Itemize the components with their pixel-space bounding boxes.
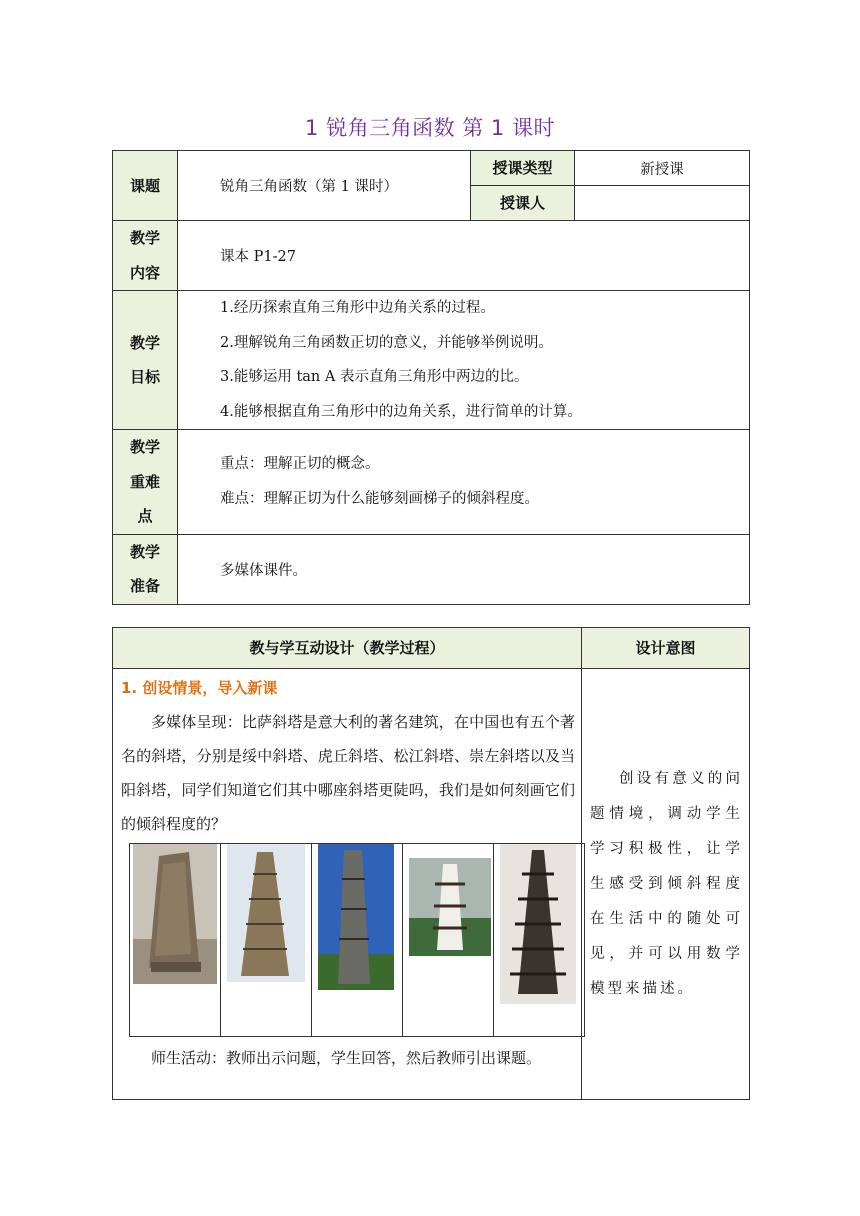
goal-item: 1.经历探索直角三角形中边角关系的过程。 — [220, 300, 495, 316]
tower-photo-songjiang — [318, 844, 394, 990]
key-point: 重点：理解正切的概念。 — [220, 456, 380, 473]
lesson-type-label: 授课类型 — [471, 151, 575, 186]
tower-photo-suizhong — [133, 844, 217, 984]
photo-cell — [494, 844, 584, 1036]
section-title: 1. 创设情景，导入新课 — [121, 679, 278, 697]
difficulty-label: 教学 重难 点 — [113, 430, 178, 535]
teaching-process-table — [112, 627, 750, 1100]
tower-photo-chongzuo — [409, 858, 491, 956]
photo-cell — [403, 844, 494, 1036]
activity-paragraph: 师生活动：教师出示问题，学生回答，然后教师引出课题。 — [151, 1049, 542, 1067]
photo-cell — [221, 844, 312, 1036]
design-intent — [582, 669, 750, 1100]
page-title: 1 锐角三角函数 第 1 课时 — [305, 116, 555, 140]
process-content — [113, 669, 582, 1100]
goal-item: 2.理解锐角三角函数正切的意义，并能够举例说明。 — [220, 334, 553, 351]
photo-cell — [312, 844, 403, 1036]
photo-cell — [130, 844, 221, 1036]
goals-list — [178, 291, 750, 430]
difficult-point: 难点：理解正切为什么能够刻画梯子的倾斜程度。 — [220, 490, 539, 507]
goal-item: 3.能够运用 tan A 表示直角三角形中两边的比。 — [220, 369, 529, 385]
tower-photo-huqiu — [227, 844, 305, 982]
goals-label: 教学 目标 — [113, 291, 178, 430]
teacher-value — [575, 186, 750, 221]
intro-paragraph: 多媒体呈现：比萨斜塔是意大利的著名建筑，在中国也有五个著名的斜塔，分别是绥中斜塔、虎丘斜塔、松江斜塔、崇左斜塔以及当阳斜塔，同学们知道它们其中哪座斜塔更陡吗，我们是如何刻画它们的倾斜程度的？ — [121, 713, 575, 833]
topic-value: 锐角三角函数（第 1 课时） — [178, 151, 471, 221]
tower-photo-dangyang — [500, 844, 576, 1004]
lesson-info-table — [112, 150, 750, 605]
content-value: 课本 P1-27 — [178, 221, 750, 291]
intent-header: 设计意图 — [582, 628, 750, 669]
tower-photo-strip — [129, 843, 585, 1037]
lesson-type-value: 新授课 — [575, 151, 750, 186]
goal-item: 4.能够根据直角三角形中的边角关系，进行简单的计算。 — [220, 403, 582, 420]
process-header: 教与学互动设计（教学过程） — [113, 628, 582, 669]
topic-label: 课题 — [113, 151, 178, 221]
prep-label: 教学 准备 — [113, 534, 178, 604]
content-label: 教学 内容 — [113, 221, 178, 291]
teacher-label: 授课人 — [471, 186, 575, 221]
prep-value: 多媒体课件。 — [178, 534, 750, 604]
difficulty-list — [178, 430, 750, 535]
intent-text: 创设有意义的问题情境，调动学生学习积极性，让学生感受到倾斜程度在生活中的随处可见，并可以用数学模型来描述。 — [590, 770, 743, 997]
